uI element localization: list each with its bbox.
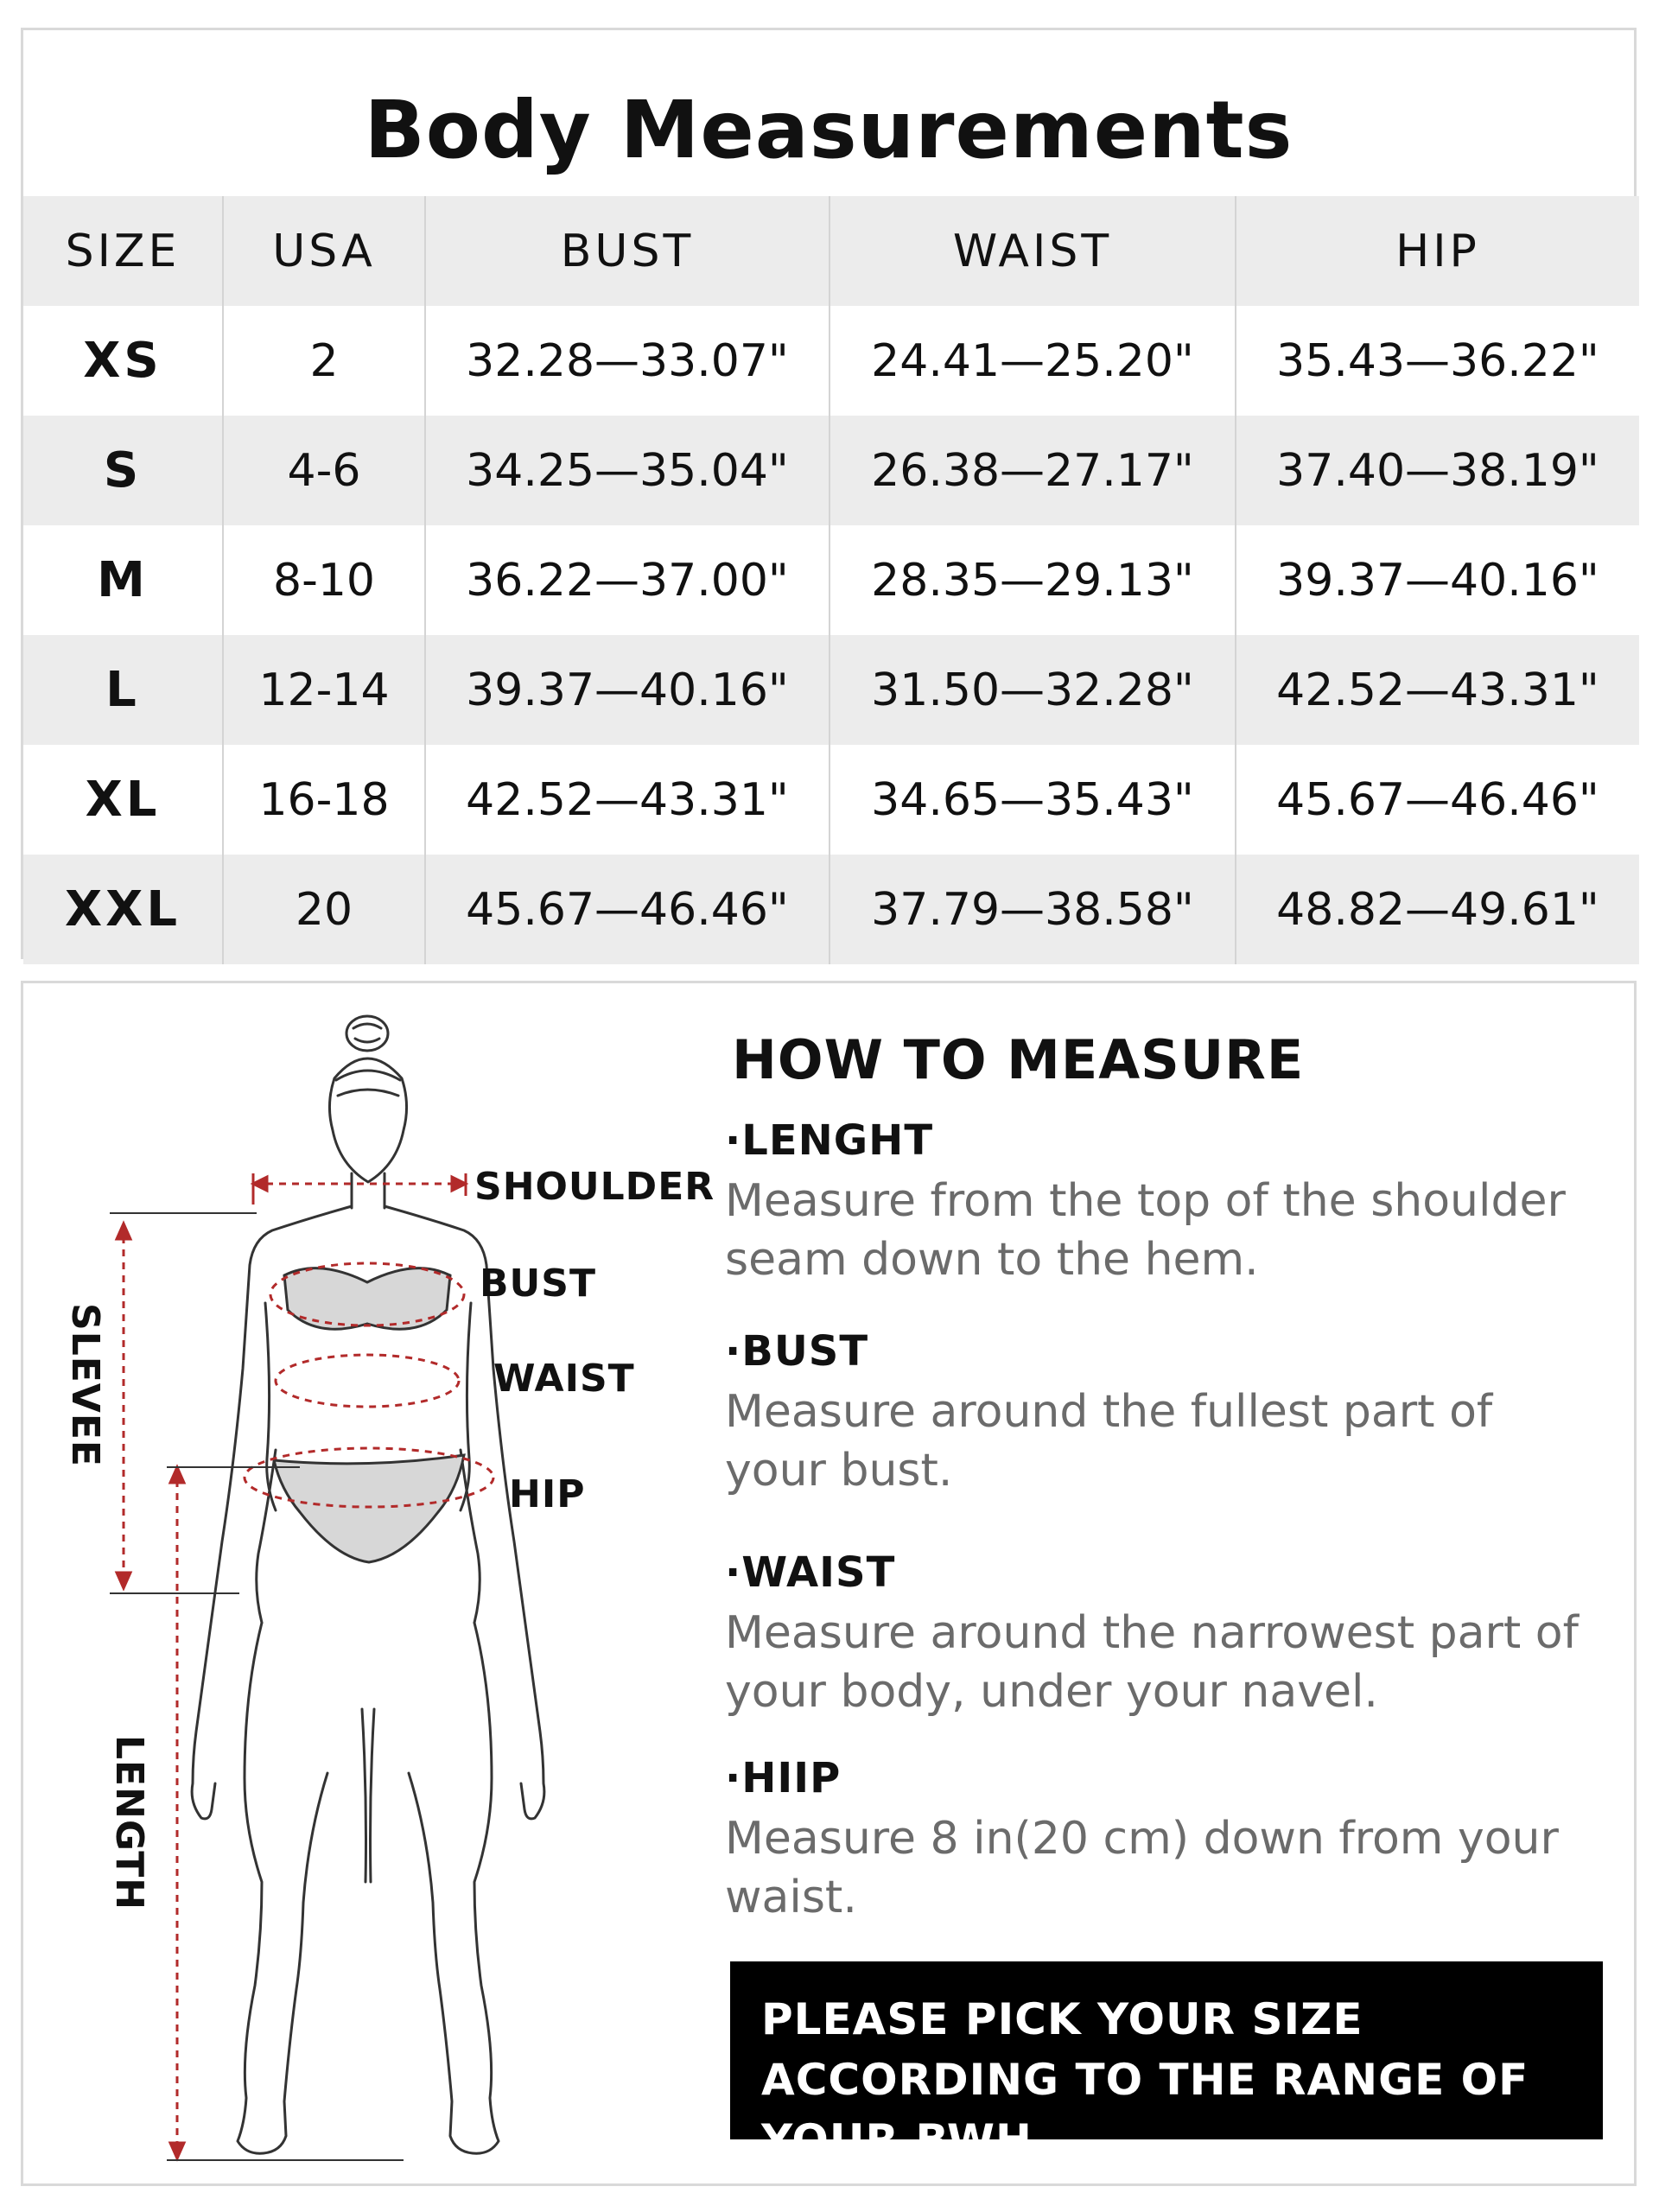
cell-usa: 8-10 bbox=[223, 525, 425, 635]
table-row bbox=[23, 525, 1639, 635]
size-table bbox=[23, 196, 1639, 964]
size-notice-banner: PLEASE PICK YOUR SIZE ACCORDING TO THE RANGE OF YOUR BWH. bbox=[730, 1961, 1603, 2139]
cell-usa: 4-6 bbox=[223, 416, 425, 525]
cell-hip: 48.82—49.61" bbox=[1236, 855, 1639, 964]
table-row bbox=[23, 855, 1639, 964]
instruction-heading: ·WAIST bbox=[725, 1548, 896, 1597]
instruction-heading: ·HIIP bbox=[725, 1754, 842, 1802]
figure-panel bbox=[58, 1001, 715, 2176]
label-shoulder: SHOULDER bbox=[474, 1165, 715, 1209]
cell-hip: 45.67—46.46" bbox=[1236, 745, 1639, 855]
instruction-bust bbox=[725, 1327, 1598, 1500]
header-size: SIZE bbox=[65, 225, 181, 277]
cell-size: XS bbox=[83, 333, 162, 389]
table-row bbox=[23, 635, 1639, 745]
cell-waist: 34.65—35.43" bbox=[830, 745, 1236, 855]
header-bust: BUST bbox=[425, 196, 830, 306]
instruction-text: Measure from the top of the shoulder seam down to the hem. bbox=[725, 1175, 1566, 1286]
table-row bbox=[23, 306, 1639, 416]
cell-bust: 39.37—40.16" bbox=[425, 635, 830, 745]
header-hip: HIP bbox=[1236, 196, 1639, 306]
page-title: Body Measurements bbox=[364, 84, 1294, 176]
cell-size: S bbox=[103, 442, 143, 499]
cell-bust: 34.25—35.04" bbox=[425, 416, 830, 525]
cell-hip: 42.52—43.31" bbox=[1236, 635, 1639, 745]
cell-usa: 2 bbox=[223, 306, 425, 416]
cell-waist: 37.79—38.58" bbox=[830, 855, 1236, 964]
instruction-waist bbox=[725, 1548, 1598, 1721]
header-usa: USA bbox=[223, 196, 425, 306]
cell-hip: 37.40—38.19" bbox=[1236, 416, 1639, 525]
label-length: LENGTH bbox=[107, 1735, 151, 1911]
cell-waist: 31.50—32.28" bbox=[830, 635, 1236, 745]
label-bust: BUST bbox=[480, 1262, 596, 1306]
cell-bust: 36.22—37.00" bbox=[425, 525, 830, 635]
measure-guide-card bbox=[21, 981, 1637, 2186]
cell-bust: 45.67—46.46" bbox=[425, 855, 830, 964]
instruction-hip bbox=[725, 1754, 1598, 1927]
label-waist: WAIST bbox=[493, 1357, 635, 1401]
cell-waist: 28.35—29.13" bbox=[830, 525, 1236, 635]
how-to-measure-title: HOW TO MEASURE bbox=[732, 1028, 1305, 1091]
cell-waist: 24.41—25.20" bbox=[830, 306, 1236, 416]
cell-size: M bbox=[97, 552, 149, 608]
cell-bust: 42.52—43.31" bbox=[425, 745, 830, 855]
header-waist: WAIST bbox=[830, 196, 1236, 306]
label-hip: HIP bbox=[509, 1472, 586, 1516]
cell-size: L bbox=[105, 662, 140, 718]
cell-usa: 20 bbox=[223, 855, 425, 964]
instruction-length bbox=[725, 1116, 1598, 1289]
instruction-text: Measure 8 in(20 cm) down from your waist. bbox=[725, 1813, 1559, 1923]
table-row bbox=[23, 416, 1639, 525]
instruction-heading: ·BUST bbox=[725, 1327, 869, 1376]
instruction-text: Measure around the fullest part of your bust. bbox=[725, 1386, 1493, 1497]
cell-usa: 16-18 bbox=[223, 745, 425, 855]
cell-hip: 35.43—36.22" bbox=[1236, 306, 1639, 416]
cell-size: XXL bbox=[64, 881, 181, 938]
cell-waist: 26.38—27.17" bbox=[830, 416, 1236, 525]
size-chart-card bbox=[21, 28, 1637, 959]
table-row bbox=[23, 745, 1639, 855]
instruction-heading: ·LENGHT bbox=[725, 1116, 934, 1165]
cell-size: XL bbox=[85, 772, 161, 828]
cell-bust: 32.28—33.07" bbox=[425, 306, 830, 416]
instruction-text: Measure around the narrowest part of your body, under your navel. bbox=[725, 1607, 1579, 1718]
cell-hip: 39.37—40.16" bbox=[1236, 525, 1639, 635]
label-sleeve: SLEVEE bbox=[63, 1303, 107, 1467]
table-header-row bbox=[23, 196, 1639, 306]
cell-usa: 12-14 bbox=[223, 635, 425, 745]
